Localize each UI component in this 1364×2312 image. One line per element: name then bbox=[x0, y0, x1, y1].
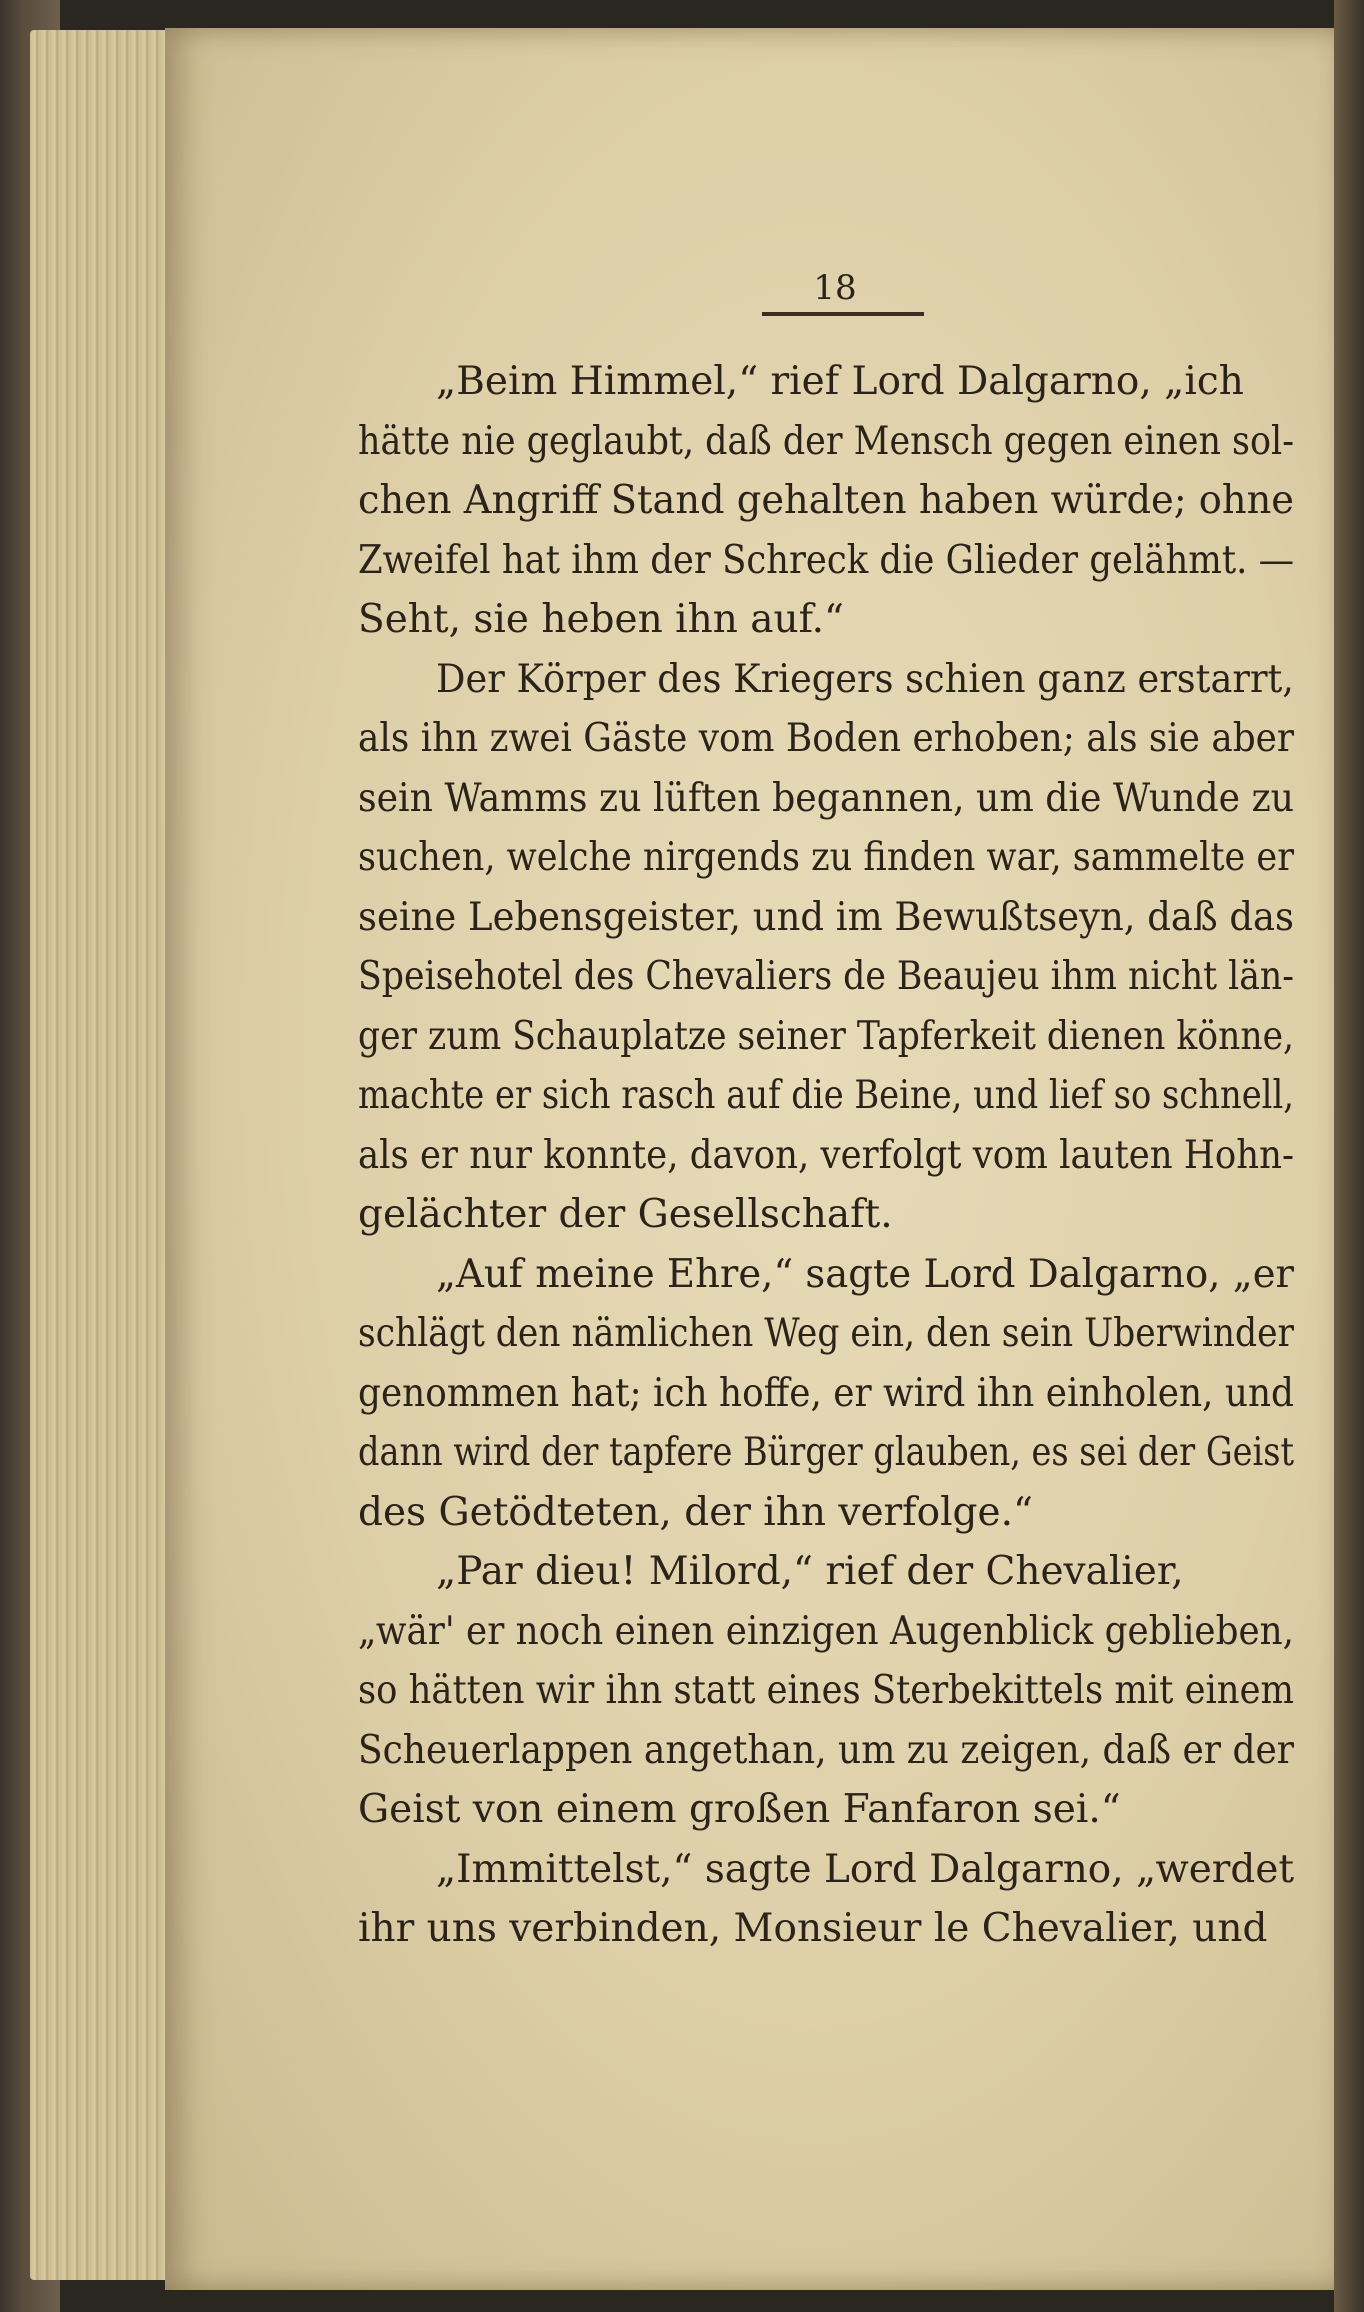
text-line: als er nur konnte, davon, verfolgt vom lauten Hohn- bbox=[358, 1132, 1294, 1178]
text-line: so hätten wir ihn statt eines Sterbekittels mit einem bbox=[358, 1668, 1294, 1713]
book-edge-right bbox=[1334, 0, 1364, 2312]
text-line: machte er sich rasch auf die Beine, und lief so schnell, bbox=[358, 1073, 1294, 1118]
body-text bbox=[358, 352, 1294, 1959]
text-line: „Immittelst,“ sagte Lord Dalgarno, „werdet bbox=[436, 1846, 1294, 1892]
text-line: Zweifel hat ihm der Schreck die Glieder gelähmt. — bbox=[358, 537, 1294, 583]
text-line: ger zum Schauplatze seiner Tapferkeit dienen könne, bbox=[358, 1013, 1294, 1059]
text-line: Scheuerlappen angethan, um zu zeigen, daß er der bbox=[358, 1727, 1294, 1773]
text-line: sein Wamms zu lüften begannen, um die Wunde zu bbox=[358, 775, 1294, 821]
page-number: 18 bbox=[813, 268, 857, 308]
text-line: ihr uns verbinden, Monsieur le Chevalier, und bbox=[358, 1906, 1268, 1951]
text-line: Speisehotel des Chevaliers de Beaujeu ihm nicht län- bbox=[358, 954, 1294, 999]
text-line: des Getödteten, der ihn verfolge.“ bbox=[358, 1489, 1033, 1535]
text-line: dann wird der tapfere Bürger glauben, es sei der Geist bbox=[358, 1430, 1294, 1475]
text-line: Seht, sie heben ihn auf.“ bbox=[358, 597, 844, 642]
text-line: als ihn zwei Gäste vom Boden erhoben; als sie aber bbox=[358, 716, 1294, 761]
text-line: „Par dieu! Milord,“ rief der Chevalier, bbox=[436, 1549, 1184, 1594]
text-line: „wär' er noch einen einzigen Augenblick geblieben, bbox=[358, 1608, 1294, 1654]
text-line: seine Lebensgeister, und im Bewußtseyn, daß das bbox=[358, 894, 1294, 940]
text-line: genommen hat; ich hoffe, er wird ihn einholen, und bbox=[358, 1370, 1294, 1416]
text-line: „Beim Himmel,“ rief Lord Dalgarno, „ich bbox=[436, 359, 1244, 404]
text-line: Der Körper des Kriegers schien ganz erstarrt, bbox=[436, 656, 1294, 702]
header-rule bbox=[762, 312, 924, 316]
text-line: gelächter der Gesellschaft. bbox=[358, 1192, 893, 1237]
page-edges bbox=[30, 30, 180, 2280]
text-line: „Auf meine Ehre,“ sagte Lord Dalgarno, „er bbox=[436, 1251, 1294, 1297]
text-line: chen Angriff Stand gehalten haben würde; ohne bbox=[358, 478, 1294, 523]
text-line: hätte nie geglaubt, daß der Mensch gegen einen sol- bbox=[358, 418, 1294, 464]
text-line: schlägt den nämlichen Weg ein, den sein Uberwinder bbox=[358, 1311, 1294, 1356]
text-line: suchen, welche nirgends zu finden war, sammelte er bbox=[358, 835, 1294, 880]
text-line: Geist von einem großen Fanfaron sei.“ bbox=[358, 1787, 1121, 1832]
